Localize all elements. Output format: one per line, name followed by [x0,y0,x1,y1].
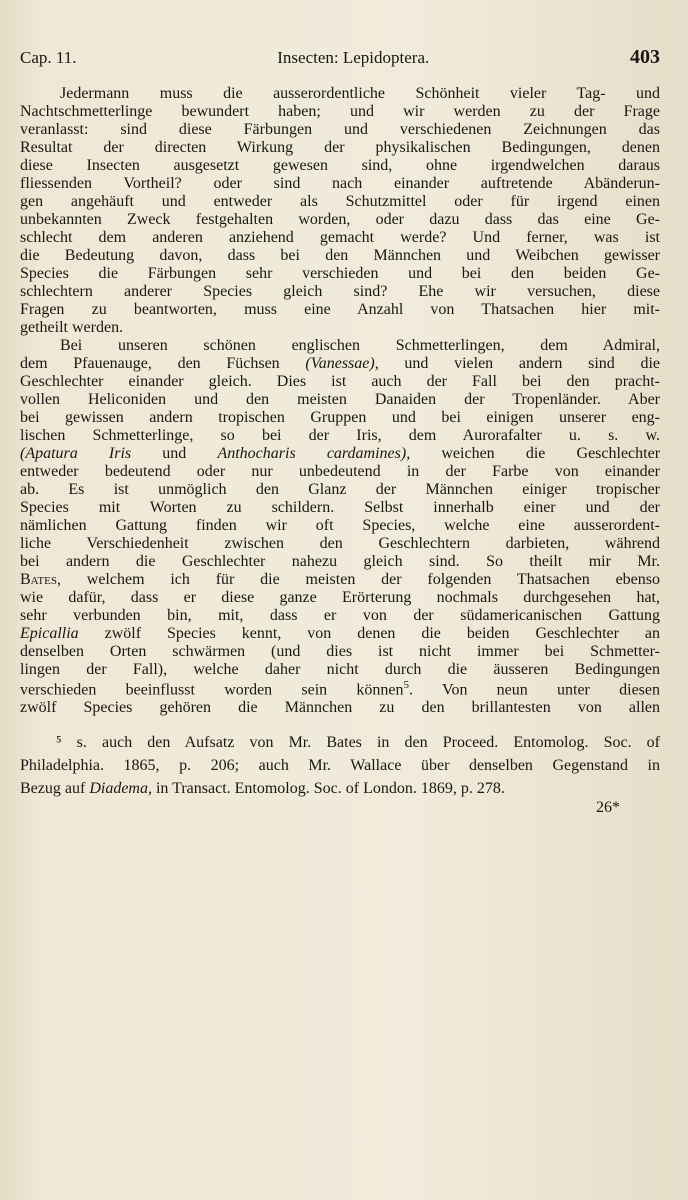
text-line: Species die Färbungen sehr verschieden und bei den beiden Ge- [20,265,660,282]
footnotes [20,731,660,816]
running-title: Insecten: Lepidoptera. [277,48,430,67]
text-line: bei andern die Geschlechter nahezu gleich sind. So theilt mir Mr. [20,553,660,570]
text-line: veranlasst: sind diese Färbungen und verschiedenen Zeichnungen das [20,121,660,138]
page-number: 403 [629,46,660,68]
footnote-line: Philadelphia. 1865, p. 206; auch Mr. Wallace über denselben Gegenstand in [20,757,660,775]
text-line: schlechtern anderer Species gleich sind? Ehe wir versuchen, diese [20,283,660,300]
text-line: Epicallia zwölf Species kennt, von denen die beiden Geschlechter an [20,625,660,642]
text-line: bei gewissen andern tropischen Gruppen und bei einigen unserer eng- [20,409,660,426]
text-line: Resultat der directen Wirkung der physikalischen Bedingungen, denen [20,139,660,156]
body-text [20,85,660,717]
text-line: diese Insecten ausgesetzt gewesen sind, ohne irgendwelchen daraus [20,157,660,174]
chapter-label: Cap. 11. [20,48,77,67]
footnote-line: Bezug auf Diadema, in Transact. Entomolog. Soc. of London. 1869, p. 278. [20,780,505,798]
text-line: Fragen zu beantworten, muss eine Anzahl von Thatsachen hier mit- [20,301,660,318]
text-line: Nachtschmetterlinge bewundert haben; und wir werden zu der Frage [20,103,660,120]
text-line: Bei unseren schönen englischen Schmetterlingen, dem Admiral, [60,337,660,354]
paragraph-2 [20,337,660,717]
text-line: dem Pfauenauge, den Füchsen (Vanessae), und vielen andern sind die [20,355,661,372]
paragraph-1 [20,85,660,337]
text-line: entweder bedeutend oder nur unbedeutend in der Farbe von einander [20,463,660,480]
text-line: gen angehäuft und entweder als Schutzmittel oder für irgend einen [20,193,660,210]
footnote-ref: 5 [403,679,410,691]
text-line: denselben Orten schwärmen (und dies ist nicht immer bei Schmetter- [20,643,660,660]
text-line: vollen Heliconiden und den meisten Danaiden der Tropenländer. Aber [20,391,660,408]
text-line: liche Verschiedenheit zwischen den Geschlechtern darbieten, während [20,535,660,552]
text-line: ab. Es ist unmöglich den Glanz der Männchen einiger tropischer [20,481,660,498]
text-line: schlecht dem anderen anziehend gemacht werde? Und ferner, was ist [20,229,660,246]
footnote-line: ⁵ s. auch den Aufsatz von Mr. Bates in den Proceed. Entomolog. Soc. of [56,734,660,752]
text-line: lingen der Fall), welche daher nicht durch die äusseren Bedingungen [20,661,660,678]
text-line: unbekannten Zweck festgehalten worden, oder dazu dass das eine Ge- [20,211,660,228]
running-header [20,46,660,69]
text-line: sehr verbunden bin, mit, dass er von der südamericanischen Gattung [20,607,660,624]
text-line: Geschlechter einander gleich. Dies ist auch der Fall bei den pracht- [20,373,660,390]
text-line: verschieden beeinflusst worden sein können$^5$. Von neun unter diesen [20,679,660,699]
text-line: die Bedeutung davon, dass bei den Männchen und Weibchen gewisser [20,247,660,264]
text-line: (Apatura Iris und Anthocharis cardamines), weichen die Geschlechter [20,445,661,462]
text-line: Jedermann muss die ausserordentliche Schönheit vieler Tag- und [60,85,660,102]
text-line: nämlichen Gattung finden wir oft Species, welche eine ausserordent- [20,517,660,534]
text-line: zwölf Species gehören die Männchen zu den brillantesten von allen [20,699,660,717]
text-line: Bates, welchem ich für die meisten der folgenden Thatsachen ebenso [20,571,660,588]
text-line: fliessenden Vortheil? oder sind nach einander auftretende Abänderun- [20,175,660,192]
text-line: lischen Schmetterlinge, so bei der Iris, dem Aurorafalter u. s. w. [20,427,660,444]
text-line: Species mit Worten zu schildern. Selbst innerhalb einer und der [20,499,660,516]
text-line: wie dafür, dass er diese ganze Erörterung nochmals durchgesehen hat, [20,589,660,606]
text-line: getheilt werden. [20,319,124,336]
sheet-signature: 26* [596,799,620,817]
